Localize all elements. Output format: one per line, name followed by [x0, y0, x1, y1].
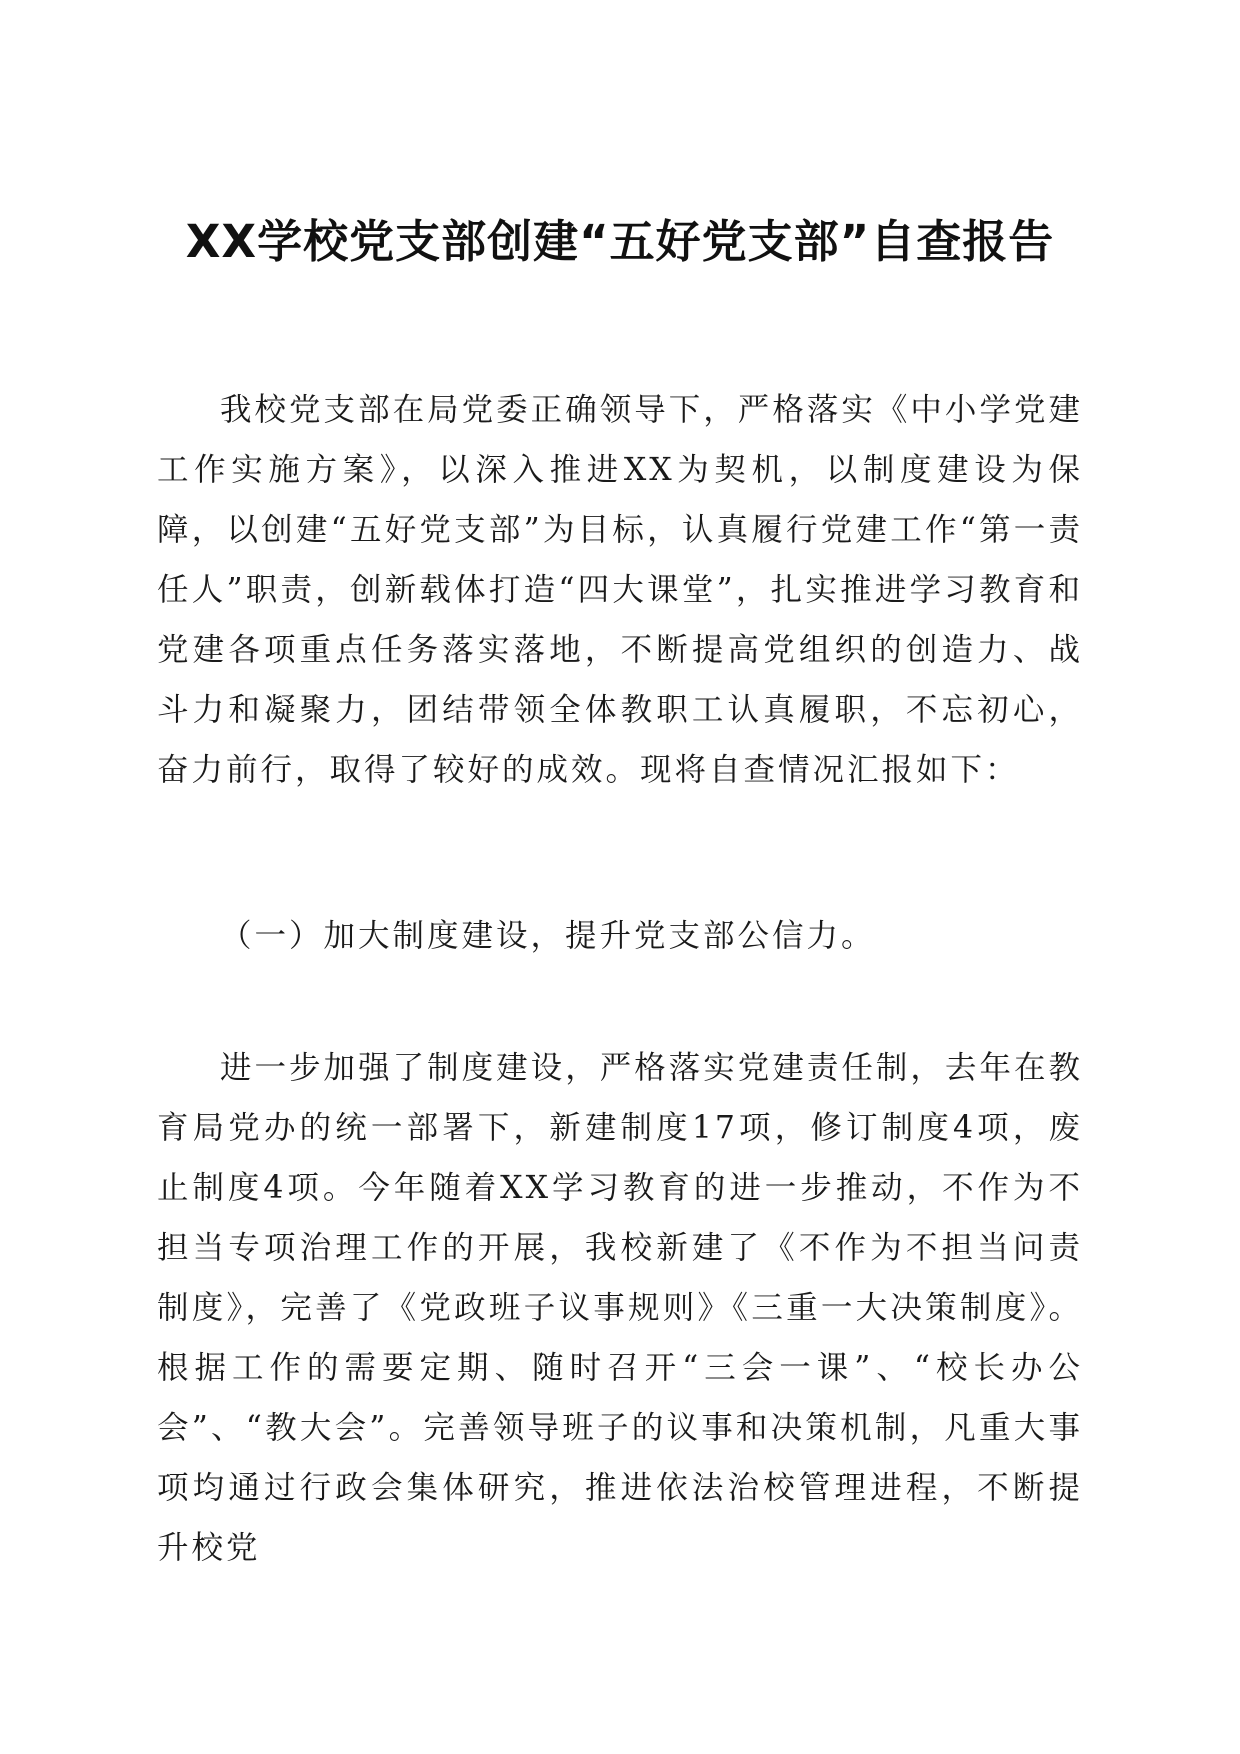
section-heading: （一）加大制度建设，提升党支部公信力。 [220, 918, 876, 954]
body-paragraph: 进一步加强了制度建设，严格落实党建责任制，去年在教育局党办的统一部署下，新建制度17项，修订制度4项，废止制度4项。今年随着XX学习教育的进一步推动，不作为不担当专项治理工作的开展，我校新建了《不作为不担当问责制度》，完善了《党政班子议事规则》《三重一大决策制度》。根据工作的需要定期、随时召开“三会一课”、“校长办公会”、“教大会”。完善领导班子的议事和决策机制，凡重大事项均通过行政会集体研究，推进依法治校管理进程，不断提升校党 [157, 1050, 1083, 1566]
document-title: XX学校党支部创建“五好党支部”自查报告 [185, 215, 1055, 268]
intro-paragraph: 我校党支部在局党委正确领导下，严格落实《中小学党建工作实施方案》，以深入推进XX为契机，以制度建设为保障，以创建“五好党支部”为目标，认真履行党建工作“第一责任人”职责，创新载体打造“四大课堂”，扎实推进学习教育和党建各项重点任务落实落地，不断提高党组织的创造力、战斗力和凝聚力，团结带领全体教职工认真履职，不忘初心，奋力前行，取得了较好的成效。现将自查情况汇报如下： [157, 392, 1083, 788]
